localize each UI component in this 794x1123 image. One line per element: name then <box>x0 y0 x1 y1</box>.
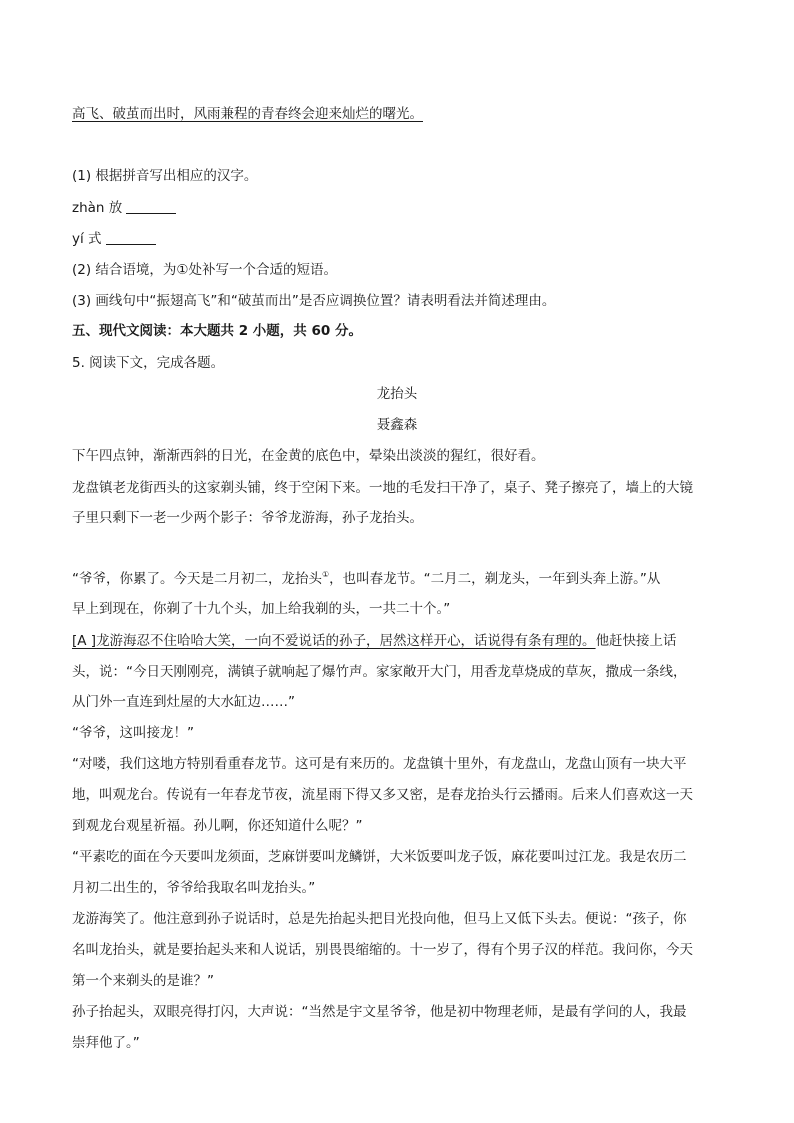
answer-blank-2[interactable] <box>106 230 156 245</box>
paragraph-8-line-1: 龙游海笑了。他注意到孙子说话时，总是先抬起头把目光投向他，但马上又低下头去。便说：“孩子，你 <box>72 911 687 927</box>
paragraph-9-line-2: 崇拜他了。” <box>72 1035 140 1051</box>
sentence-a-underlined: 龙游海忍不住哈哈大笑，一向不爱说话的孙子，居然这样开心，话说得有条有理的。 <box>96 633 596 649</box>
paragraph-9-line-1: 孙子抬起头，双眼亮得打闪，大声说：“当然是宇文星爷爷，他是初中物理老师，是最有学问的人，我最 <box>72 1004 687 1020</box>
paragraph-4-line-3: 从门外一直连到灶屋的大水缸边……” <box>72 694 295 710</box>
paragraph-4-line-2: 头，说：“今日天刚刚亮，满镇子就响起了爆竹声。家家敞开大门，用香龙草烧成的草灰，撒成一条线， <box>72 664 687 680</box>
paragraph-7-line-2: 月初二出生的，爷爷给我取名叫龙抬头。” <box>72 880 316 896</box>
paragraph-7-line-1: “平素吃的面在今天要叫龙须面，芝麻饼要叫龙鳞饼，大米饭要叫龙子饭，麻花要叫过江龙。我是农历二 <box>72 849 687 865</box>
section-5-heading: 五、现代文阅读：本大题共 2 小题，共 60 分。 <box>72 323 362 339</box>
passage-tail-underlined: 高飞、破茧而出时，风雨兼程的青春终会迎来灿烂的曙光。 <box>72 106 423 122</box>
question-1-item-1 <box>72 198 722 218</box>
pinyin-zhan: zhàn 放 <box>72 200 123 216</box>
pinyin-yi: yí 式 <box>72 231 102 247</box>
sentence-a-marker: [A ] <box>72 633 97 649</box>
question-1-item-2 <box>72 229 722 249</box>
answer-blank-1[interactable] <box>126 199 176 214</box>
question-3-prompt: (3) 画线句中“振翅高飞”和“破茧而出”是否应调换位置？请表明看法并简述理由。 <box>72 293 556 309</box>
paragraph-6-line-3: 到观龙台观星祈福。孙儿啊，你还知道什么呢？” <box>72 818 363 834</box>
question-1-prompt: (1) 根据拼音写出相应的汉字。 <box>72 168 258 184</box>
paragraph-8-line-2: 名叫龙抬头，就是要抬起头来和人说话，别畏畏缩缩的。十一岁了，得有个男子汉的样范。我问你，今天 <box>72 942 693 958</box>
paragraph-2-line-1: 龙盘镇老龙街西头的这家剃头铺，终于空闲下来。一地的毛发扫干净了，桌子、凳子擦亮了，墙上的大镜 <box>72 480 693 496</box>
paragraph-6-line-1: “对喽，我们这地方特别看重春龙节。这可是有来历的。龙盘镇十里外，有龙盘山，龙盘山顶有一块大平 <box>72 756 687 772</box>
paragraph-1: 下午四点钟，渐渐西斜的日光，在金黄的底色中，晕染出淡淡的猩红，很好看。 <box>72 448 545 464</box>
question-2-prompt: (2) 结合语境，为①处补写一个合适的短语。 <box>72 262 338 278</box>
paragraph-8-line-3: 第一个来剃头的是谁？” <box>72 973 214 989</box>
footnote-marker: ① <box>322 570 330 579</box>
article-title: 龙抬头 <box>376 386 418 402</box>
paragraph-2-line-2: 子里只剩下一老一少两个影子：爷爷龙游海，孙子龙抬头。 <box>72 510 423 526</box>
paragraph-3-line-1 <box>72 569 722 589</box>
paragraph-4-text-rest: 他赶快接上话 <box>595 633 677 649</box>
paragraph-3-text-a: “爷爷，你累了。今天是二月初二，龙抬头 <box>72 571 322 587</box>
paragraph-3-line-2: 早上到现在，你剃了十九个头，加上给我剃的头，一共二十个。” <box>72 601 451 617</box>
article-author: 聂鑫森 <box>376 417 418 433</box>
question-5-prompt: 5. 阅读下文，完成各题。 <box>72 355 225 371</box>
paragraph-3-text-b: ，也叫春龙节。“二月二，剃龙头，一年到头奔上游。”从 <box>329 571 661 587</box>
paragraph-5: “爷爷，这叫接龙！” <box>72 725 194 741</box>
paragraph-6-line-2: 地，叫观龙台。传说有一年春龙节夜，流星雨下得又多又密，是春龙抬头行云播雨。后来人们喜欢这一天 <box>72 787 693 803</box>
paragraph-4-line-1 <box>72 631 722 651</box>
